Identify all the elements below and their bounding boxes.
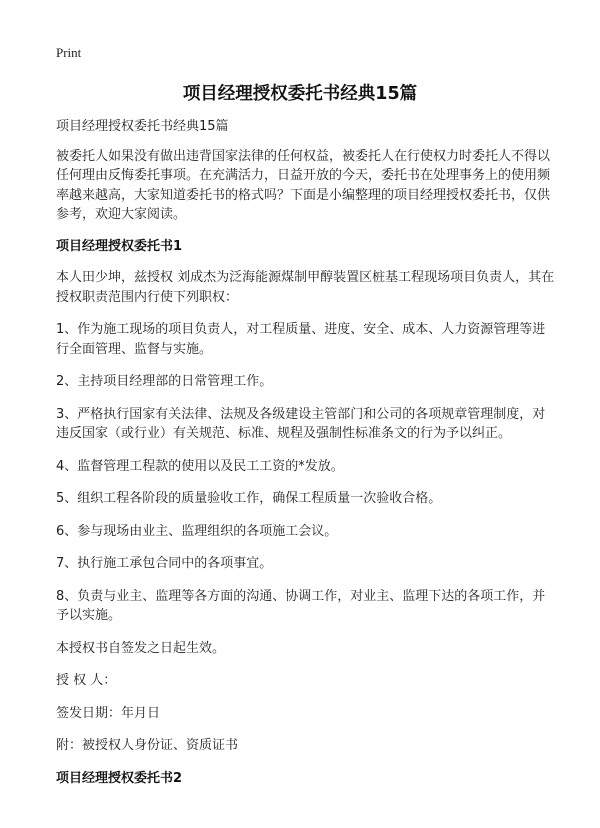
duty-item-3: 3、严格执行国家有关法律、法规及各级建设主管部门和公司的各项规章管理制度，对违反国家（或行业）有关规范、标准、规程及强制性标准条文的行为予以纠正。 xyxy=(56,406,546,441)
intro-paragraph: 被委托人如果没有做出违背国家法律的任何权益，被委托人在行使权力时委托人不得以任何理由反悔委托事项。在充满活力，日益开放的今天，委托书在处理事务上的使用频率越来越高，大家知道委托书的格式吗？下面是小编整理的项目经理授权委托书，仅供参考，欢迎大家阅读。 xyxy=(56,148,551,222)
document-title: 项目经理授权委托书经典15篇 xyxy=(182,84,418,104)
print-link[interactable]: Print xyxy=(56,45,82,60)
duty-item-6: 6、参与现场由业主、监理组织的各项施工会议。 xyxy=(56,523,338,539)
document-body xyxy=(56,117,556,800)
duty-item-5: 5、组织工程各阶段的质量验收工作，确保工程质量一次验收合格。 xyxy=(56,491,442,506)
effective-statement: 本授权书自签发之日起生效。 xyxy=(56,640,226,656)
document-subtitle: 项目经理授权委托书经典15篇 xyxy=(56,119,229,134)
duty-item-2: 2、主持项目经理部的日常管理工作。 xyxy=(56,374,273,389)
issue-date-line: 签发日期：年月日 xyxy=(56,705,161,721)
section1-lead-paragraph: 本人田少坤，兹授权 刘成杰为泛海能源煤制甲醇装置区桩基工程现场项目负责人，其在授权职责范围内行使下列职权： xyxy=(56,270,555,305)
grantor-line: 授 权 人： xyxy=(56,673,117,688)
section-heading-1: 项目经理授权委托书1 xyxy=(56,238,183,254)
duty-item-8: 8、负责与业主、监理等各方面的沟通、协调工作，对业主、监理下达的各项工作，并予以实施。 xyxy=(56,588,546,623)
duty-item-4: 4、监督管理工程款的使用以及民工工资的*发放。 xyxy=(56,458,344,474)
attachment-line: 附：被授权人身份证、资质证书 xyxy=(56,738,239,753)
duty-item-7: 7、执行施工承包合同中的各项事宜。 xyxy=(56,556,273,571)
duty-item-1: 1、作为施工现场的项目负责人，对工程质量、进度、安全、成本、人力资源管理等进行全面管理、监督与实施。 xyxy=(56,322,546,357)
section-heading-2: 项目经理授权委托书2 xyxy=(56,770,183,786)
